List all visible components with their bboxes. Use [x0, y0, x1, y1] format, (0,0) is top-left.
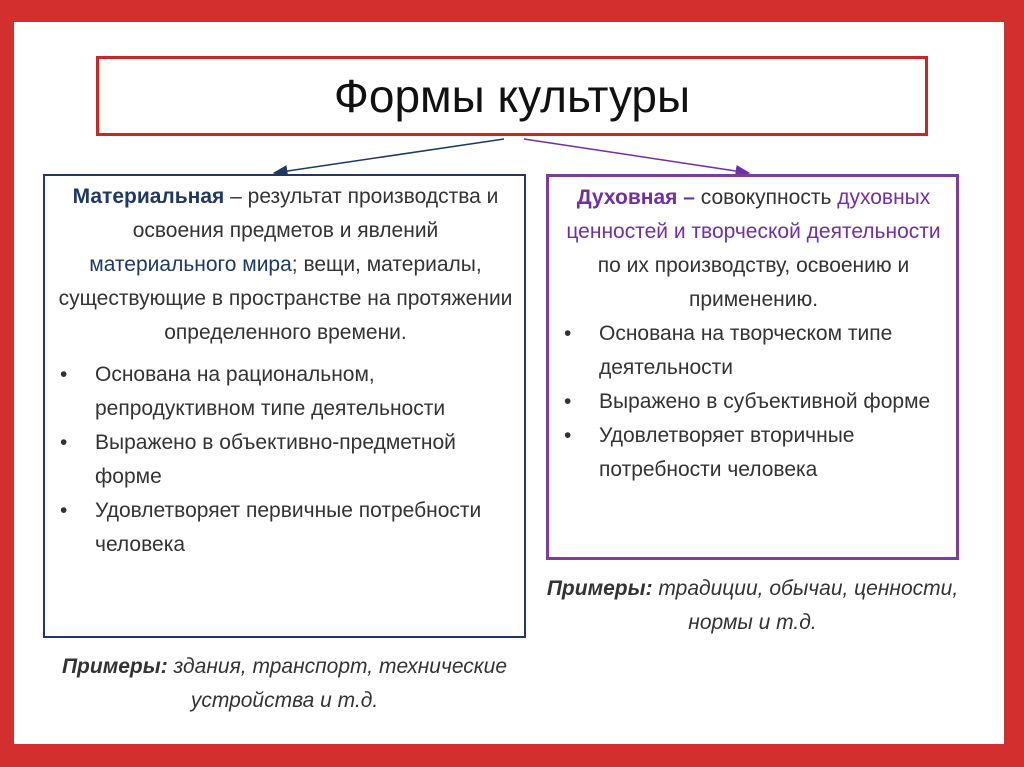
spiritual-term: Духовная – — [576, 186, 695, 209]
material-examples: Примеры: здания, транспорт, технические устройства и т.д. — [61, 655, 508, 712]
material-term: Материальная — [72, 185, 225, 208]
arrow-to-spiritual — [524, 139, 749, 173]
list-item: • Удовлетворяет первичные потребности человека — [57, 494, 514, 562]
material-culture-box — [43, 174, 526, 638]
arrow-to-material — [274, 139, 504, 173]
spiritual-bullets — [561, 317, 946, 487]
spiritual-examples: Примеры: традиции, обычаи, ценности, нормы и т.д. — [546, 577, 959, 634]
slide — [14, 22, 1004, 744]
list-item: • Выражено в объективно-предметной форме — [57, 426, 514, 494]
material-highlight: материального мира — [89, 253, 292, 276]
material-bullets — [57, 358, 514, 562]
spiritual-highlight: духовных ценностей и творческой деятельности — [566, 186, 941, 243]
material-definition: Материальная – результат производства и освоения предметов и явлений материального мира; вещи, материалы, существующие в пространстве на протяжении определенного времени. — [58, 185, 513, 344]
examples-label: Примеры: — [546, 577, 653, 600]
examples-label: Примеры: — [61, 655, 168, 678]
list-item: • Выражено в субъективной форме — [561, 385, 946, 419]
slide-title: Формы культуры — [333, 70, 691, 122]
list-item: • Удовлетворяет вторичные потребности человека — [561, 419, 946, 487]
list-item: • Основана на рациональном, репродуктивном типе деятельности — [57, 358, 514, 426]
spiritual-definition: Духовная – совокупность духовных ценностей и творческой деятельности по их производству, освоению и применению. — [566, 186, 941, 311]
spiritual-culture-box — [546, 174, 959, 560]
list-item: • Основана на творческом типе деятельности — [561, 317, 946, 385]
